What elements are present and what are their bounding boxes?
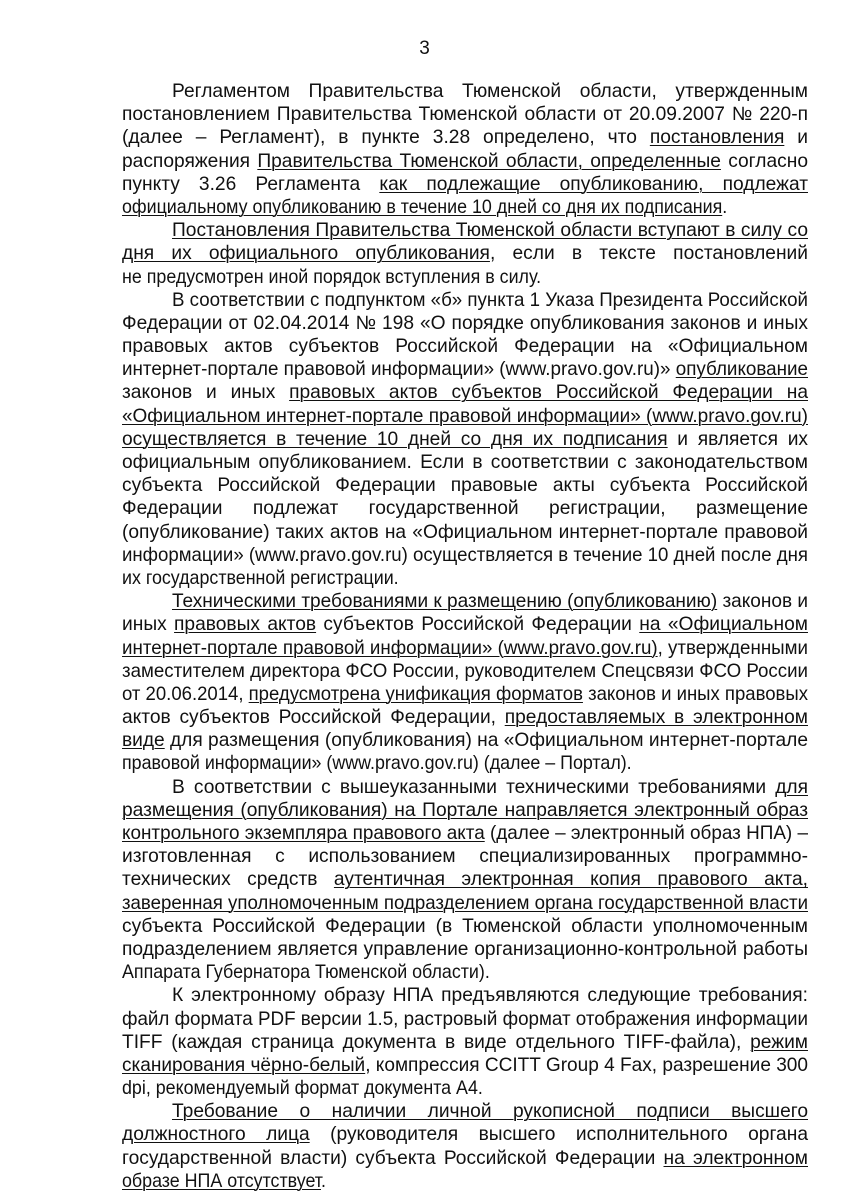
text-line-content	[122, 474, 808, 497]
text-line	[122, 961, 808, 984]
text-line	[122, 474, 808, 497]
text-run: и	[784, 127, 808, 149]
text-line	[122, 799, 808, 822]
text-line-content	[122, 312, 808, 335]
text-line-content	[122, 335, 808, 358]
text-line-content	[122, 150, 808, 173]
text-run: правовой информации» (www.pravo.gov.ru) (далее – Портал).	[122, 753, 632, 775]
text-run: правовых актов субъектов Российской Федерации на «Официальном	[122, 336, 808, 358]
text-line	[122, 822, 808, 845]
text-line	[122, 451, 808, 474]
underlined-text: размещения (опубликования) на Портале направляется электронный образ	[122, 799, 808, 821]
text-line-content	[122, 567, 399, 590]
text-line-content	[122, 752, 632, 775]
text-line	[122, 312, 808, 335]
text-line	[122, 1147, 808, 1170]
text-run: законов и иных правовых	[582, 683, 808, 705]
text-line-content	[122, 845, 808, 868]
text-line	[122, 266, 808, 289]
text-line	[122, 915, 808, 938]
text-run: dpi, рекомендуемый формат документа А4.	[122, 1078, 483, 1100]
text-run: распоряжения	[122, 150, 258, 172]
text-line	[122, 1008, 808, 1031]
text-line	[122, 219, 808, 242]
underlined-text: для	[775, 776, 808, 798]
text-run: субъекта Российской Федерации правовые акты субъекта Российской	[122, 475, 808, 497]
text-line-content	[122, 1123, 808, 1146]
text-run: TIFF (каждая страница документа в виде отдельного TIFF-файла),	[122, 1031, 751, 1053]
text-line-content	[172, 80, 808, 103]
underlined-text: Техническими требованиями к размещению (опубликованию)	[172, 591, 718, 613]
text-line	[122, 242, 808, 265]
text-run: файл формата PDF версии 1.5, растровый формат отображения информации	[122, 1008, 808, 1030]
text-line	[122, 358, 808, 381]
text-line-content	[122, 637, 808, 660]
underlined-text: дня их официального опубликования	[122, 243, 490, 265]
text-line-content	[122, 660, 808, 683]
text-run: и является их	[667, 428, 809, 450]
underlined-text: на «Официальном	[639, 614, 808, 636]
text-line	[122, 706, 808, 729]
text-line-content	[122, 1147, 808, 1170]
text-line	[122, 1077, 808, 1100]
underlined-text: сканирования чёрно-белый	[122, 1054, 366, 1076]
underlined-text: должностного лица	[122, 1124, 310, 1146]
text-line-content	[172, 1100, 808, 1123]
text-line-content	[122, 544, 808, 567]
text-line-content	[122, 173, 808, 196]
text-run: государственной власти) субъекта Российской Федерации	[122, 1147, 664, 1169]
text-line-content	[172, 984, 808, 1007]
underlined-text: аутентичная электронная копия правового акта,	[333, 869, 808, 891]
text-line	[122, 289, 808, 312]
text-line-content	[122, 428, 808, 451]
text-line-content	[122, 938, 808, 961]
text-line-content	[122, 799, 808, 822]
text-run: их государственной регистрации.	[122, 567, 399, 589]
text-line-content	[172, 219, 808, 242]
text-run: актов субъектов Российской Федерации,	[122, 707, 505, 729]
text-line-content	[172, 289, 808, 312]
text-run: информации» (www.pravo.gov.ru) осуществляется в течение 10 дней после дня	[122, 544, 808, 566]
text-run: (далее – Регламент), в пункте 3.28 определено, что	[122, 127, 650, 149]
underlined-text: постановления	[649, 127, 785, 149]
document-body	[122, 80, 808, 1193]
text-run: , утвержденными	[657, 637, 808, 659]
text-line-content	[122, 1077, 483, 1100]
text-line	[122, 1170, 808, 1193]
underlined-text: правовых актов субъектов Российской Федерации на	[289, 382, 808, 404]
text-line	[122, 1054, 808, 1077]
text-run: В соответствии с подпунктом «б» пункта 1 Указа Президента Российской	[172, 289, 808, 311]
text-line	[122, 80, 808, 103]
underlined-text: опубликование	[675, 359, 808, 381]
underlined-text: виде	[122, 730, 165, 752]
text-run: Регламентом Правительства Тюменской области, утвержденным	[172, 81, 808, 102]
underlined-text: режим	[750, 1031, 808, 1053]
text-line-content	[122, 706, 808, 729]
underlined-text: Постановления Правительства Тюменской области вступают в силу со	[172, 220, 808, 242]
underlined-text: предусмотрена унификация форматов	[248, 683, 583, 705]
text-line-content	[122, 103, 808, 126]
text-run: законов и	[717, 591, 808, 613]
text-line-content	[122, 358, 808, 381]
text-run: , если в тексте постановлений	[489, 243, 808, 265]
text-line-content	[122, 266, 541, 289]
text-line-content	[122, 196, 727, 219]
text-line	[122, 103, 808, 126]
text-line-content	[122, 729, 808, 752]
underlined-text: осуществляется в течение 10 дней со дня их подписания	[122, 428, 668, 450]
text-line	[122, 776, 808, 799]
text-run: субъекта Российской Федерации (в Тюменской области уполномоченным	[122, 915, 808, 937]
text-run: иных	[122, 614, 175, 636]
text-line-content	[122, 126, 808, 149]
underlined-text: правовых актов	[174, 614, 317, 636]
page-number: 3	[419, 38, 430, 59]
text-line	[122, 868, 808, 891]
text-line-content	[122, 497, 808, 520]
text-run: субъектов Российской Федерации	[316, 614, 640, 636]
text-run: пункту 3.26 Регламента	[122, 173, 380, 195]
text-line	[122, 683, 808, 706]
text-line	[122, 335, 808, 358]
text-line	[122, 1031, 808, 1054]
text-line	[122, 892, 808, 915]
text-line	[122, 173, 808, 196]
text-line-content	[172, 590, 808, 613]
text-run: постановлением Правительства Тюменской области от 20.09.2007 № 220-п	[122, 104, 808, 126]
text-line-content	[122, 1054, 808, 1077]
text-run: подразделением является управление организационно-контрольной работы	[122, 938, 808, 960]
text-run: В соответствии с вышеуказанными техническими требованиями	[172, 776, 776, 798]
text-line-content	[122, 405, 808, 428]
text-line-content	[122, 683, 808, 706]
text-line-content	[122, 915, 808, 938]
underlined-text: заверенная уполномоченным подразделением органа государственной власти	[122, 892, 808, 914]
text-line	[122, 660, 808, 683]
text-line-content	[122, 892, 808, 915]
underlined-text: официальному опубликованию в течение 10 дней со дня их подписания	[122, 196, 723, 218]
text-line	[122, 381, 808, 404]
text-line-content	[122, 521, 808, 544]
text-line	[122, 1100, 808, 1123]
underlined-text: образе НПА отсутствует	[122, 1170, 321, 1192]
text-line	[122, 938, 808, 961]
text-run: .	[722, 196, 728, 218]
text-line	[122, 521, 808, 544]
underlined-text: как подлежащие опубликованию, подлежат	[379, 173, 808, 195]
text-line	[122, 637, 808, 660]
underlined-text: на электронном	[663, 1147, 808, 1169]
text-line-content	[122, 1008, 808, 1031]
text-run: для размещения (опубликования) на «Официальном интернет-портале	[164, 730, 809, 752]
text-line	[122, 567, 808, 590]
text-run: законов и иных	[122, 382, 290, 404]
text-line-content	[122, 868, 808, 891]
text-line-content	[122, 1031, 808, 1054]
text-line	[122, 752, 808, 775]
text-run: , компрессия CCITT Group 4 Fax, разрешение 300	[365, 1054, 808, 1076]
text-run: изготовленная с использованием специализированных программно-	[122, 846, 808, 868]
text-line	[122, 729, 808, 752]
text-line	[122, 613, 808, 636]
text-line	[122, 590, 808, 613]
text-line	[122, 126, 808, 149]
text-line-content	[122, 451, 808, 474]
text-run: интернет-портале правовой информации» (www.pravo.gov.ru)»	[122, 359, 676, 381]
text-line	[122, 428, 808, 451]
text-run: технических средств	[122, 869, 334, 891]
text-line-content	[122, 381, 808, 404]
underlined-text: Правительства Тюменской области, определенные	[257, 150, 721, 172]
text-line-content	[122, 961, 490, 984]
text-run: (опубликование) таких актов на «Официальном интернет-портале правовой	[122, 521, 808, 543]
text-line-content	[172, 776, 808, 799]
text-line	[122, 984, 808, 1007]
text-run: заместителем директора ФСО России, руководителем Спецсвязи ФСО России	[122, 660, 808, 682]
text-line	[122, 196, 808, 219]
text-run: .	[320, 1170, 326, 1192]
underlined-text: «Официальном интернет-портале правовой информации» (www.pravo.gov.ru)	[122, 405, 808, 427]
text-run: (далее – электронный образ НПА) –	[484, 823, 808, 844]
text-run: официальным опубликованием. Если в соответствии с законодательством	[122, 452, 808, 473]
text-line-content	[122, 822, 808, 845]
underlined-text: предоставляемых в электронном	[504, 707, 808, 729]
text-run: К электронному образу НПА предъявляются следующие требования:	[172, 985, 808, 1007]
text-run: Федерации от 02.04.2014 № 198 «О порядке опубликования законов и иных	[122, 312, 808, 334]
text-line-content	[122, 242, 808, 265]
underlined-text: Требование о наличии личной рукописной подписи высшего	[172, 1101, 808, 1123]
text-run: Федерации подлежат государственной регистрации, размещение	[122, 498, 808, 520]
text-line	[122, 497, 808, 520]
text-line	[122, 544, 808, 567]
text-line-content	[122, 1170, 326, 1193]
underlined-text: контрольного экземпляра правового акта	[122, 823, 485, 844]
text-run: от 20.06.2014,	[122, 683, 249, 705]
text-line	[122, 150, 808, 173]
text-line-content	[122, 613, 808, 636]
text-run: (руководителя высшего исполнительного органа	[309, 1124, 808, 1146]
text-run: согласно	[720, 150, 808, 172]
text-line	[122, 405, 808, 428]
underlined-text: интернет-портале правовой информации» (www.pravo.gov.ru)	[122, 637, 658, 659]
text-run: не предусмотрен иной порядок вступления в силу.	[122, 266, 542, 288]
text-line	[122, 1123, 808, 1146]
text-run: Аппарата Губернатора Тюменской области).	[122, 962, 490, 984]
text-line	[122, 845, 808, 868]
